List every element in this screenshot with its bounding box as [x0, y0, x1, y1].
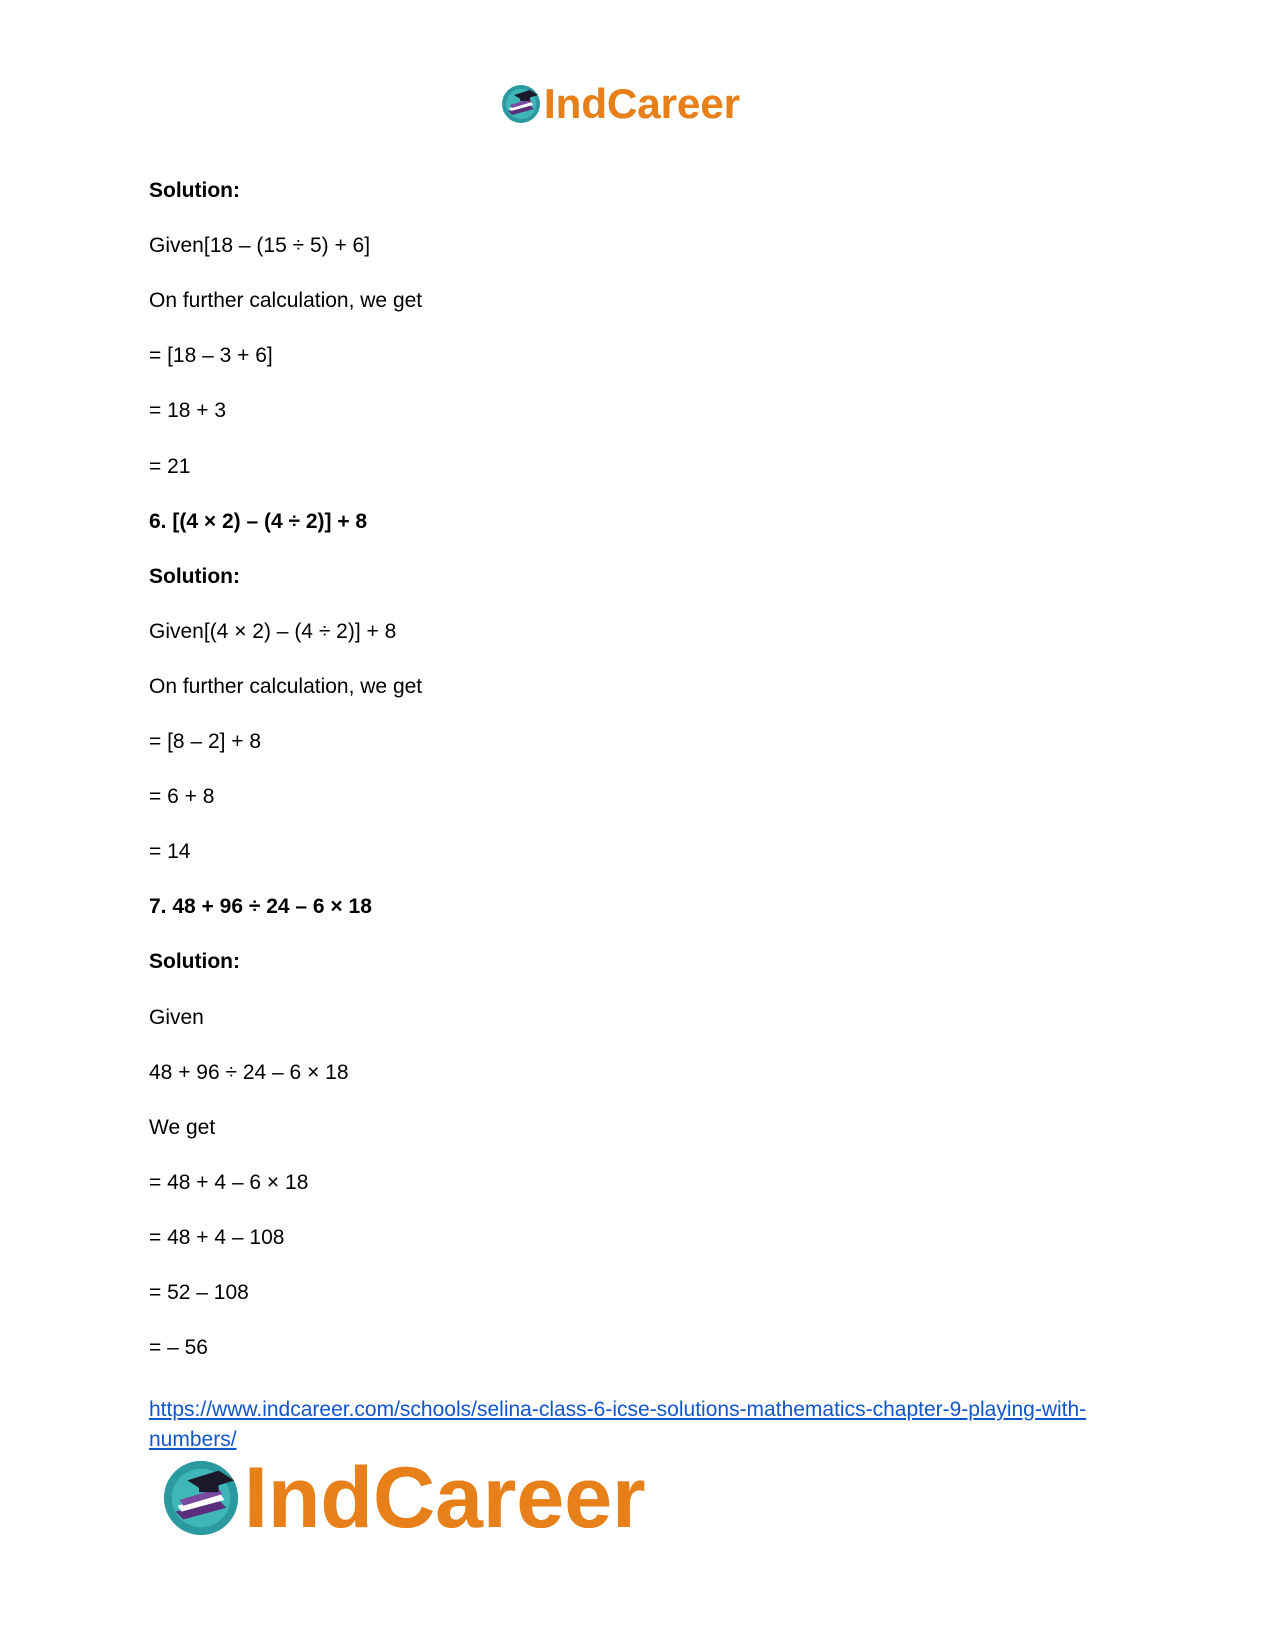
header-logo	[500, 78, 740, 130]
text-line: Given[18 – (15 ÷ 5) + 6]	[149, 234, 371, 257]
text-line: = 48 + 4 – 6 × 18	[149, 1171, 309, 1194]
text-line: = 21	[149, 455, 191, 478]
text-line: On further calculation, we get	[149, 289, 423, 312]
source-link[interactable]: https://www.indcareer.com/schools/selina-class-6-icse-solutions-mathematics-chapter-9-playing-with-numbers/	[149, 1398, 1087, 1451]
text-line: 48 + 96 ÷ 24 – 6 × 18	[149, 1061, 349, 1084]
text-line: Given[(4 × 2) – (4 ÷ 2)] + 8	[149, 620, 397, 643]
heading-line: Solution:	[149, 565, 240, 588]
footer-logo	[160, 1450, 646, 1546]
text-line: = 14	[149, 840, 191, 863]
text-line: We get	[149, 1116, 216, 1139]
footer-logo-text: IndCareer	[244, 1450, 646, 1546]
graduation-book-icon	[160, 1457, 242, 1539]
text-line: = – 56	[149, 1336, 208, 1359]
heading-line: 7. 48 + 96 ÷ 24 – 6 × 18	[149, 895, 372, 918]
header-logo-text: IndCareer	[544, 80, 741, 127]
graduation-book-icon	[500, 83, 542, 125]
text-line: On further calculation, we get	[149, 675, 423, 698]
text-line: = [18 – 3 + 6]	[149, 344, 273, 367]
text-line: = 6 + 8	[149, 785, 215, 808]
text-line: = 48 + 4 – 108	[149, 1226, 285, 1249]
text-line: = [8 – 2] + 8	[149, 730, 262, 753]
text-line: Given	[149, 1006, 204, 1029]
text-line: = 52 – 108	[149, 1281, 249, 1304]
heading-line: Solution:	[149, 179, 240, 202]
heading-line: Solution:	[149, 950, 240, 973]
text-line: = 18 + 3	[149, 399, 227, 422]
heading-line: 6. [(4 × 2) – (4 ÷ 2)] + 8	[149, 510, 368, 533]
